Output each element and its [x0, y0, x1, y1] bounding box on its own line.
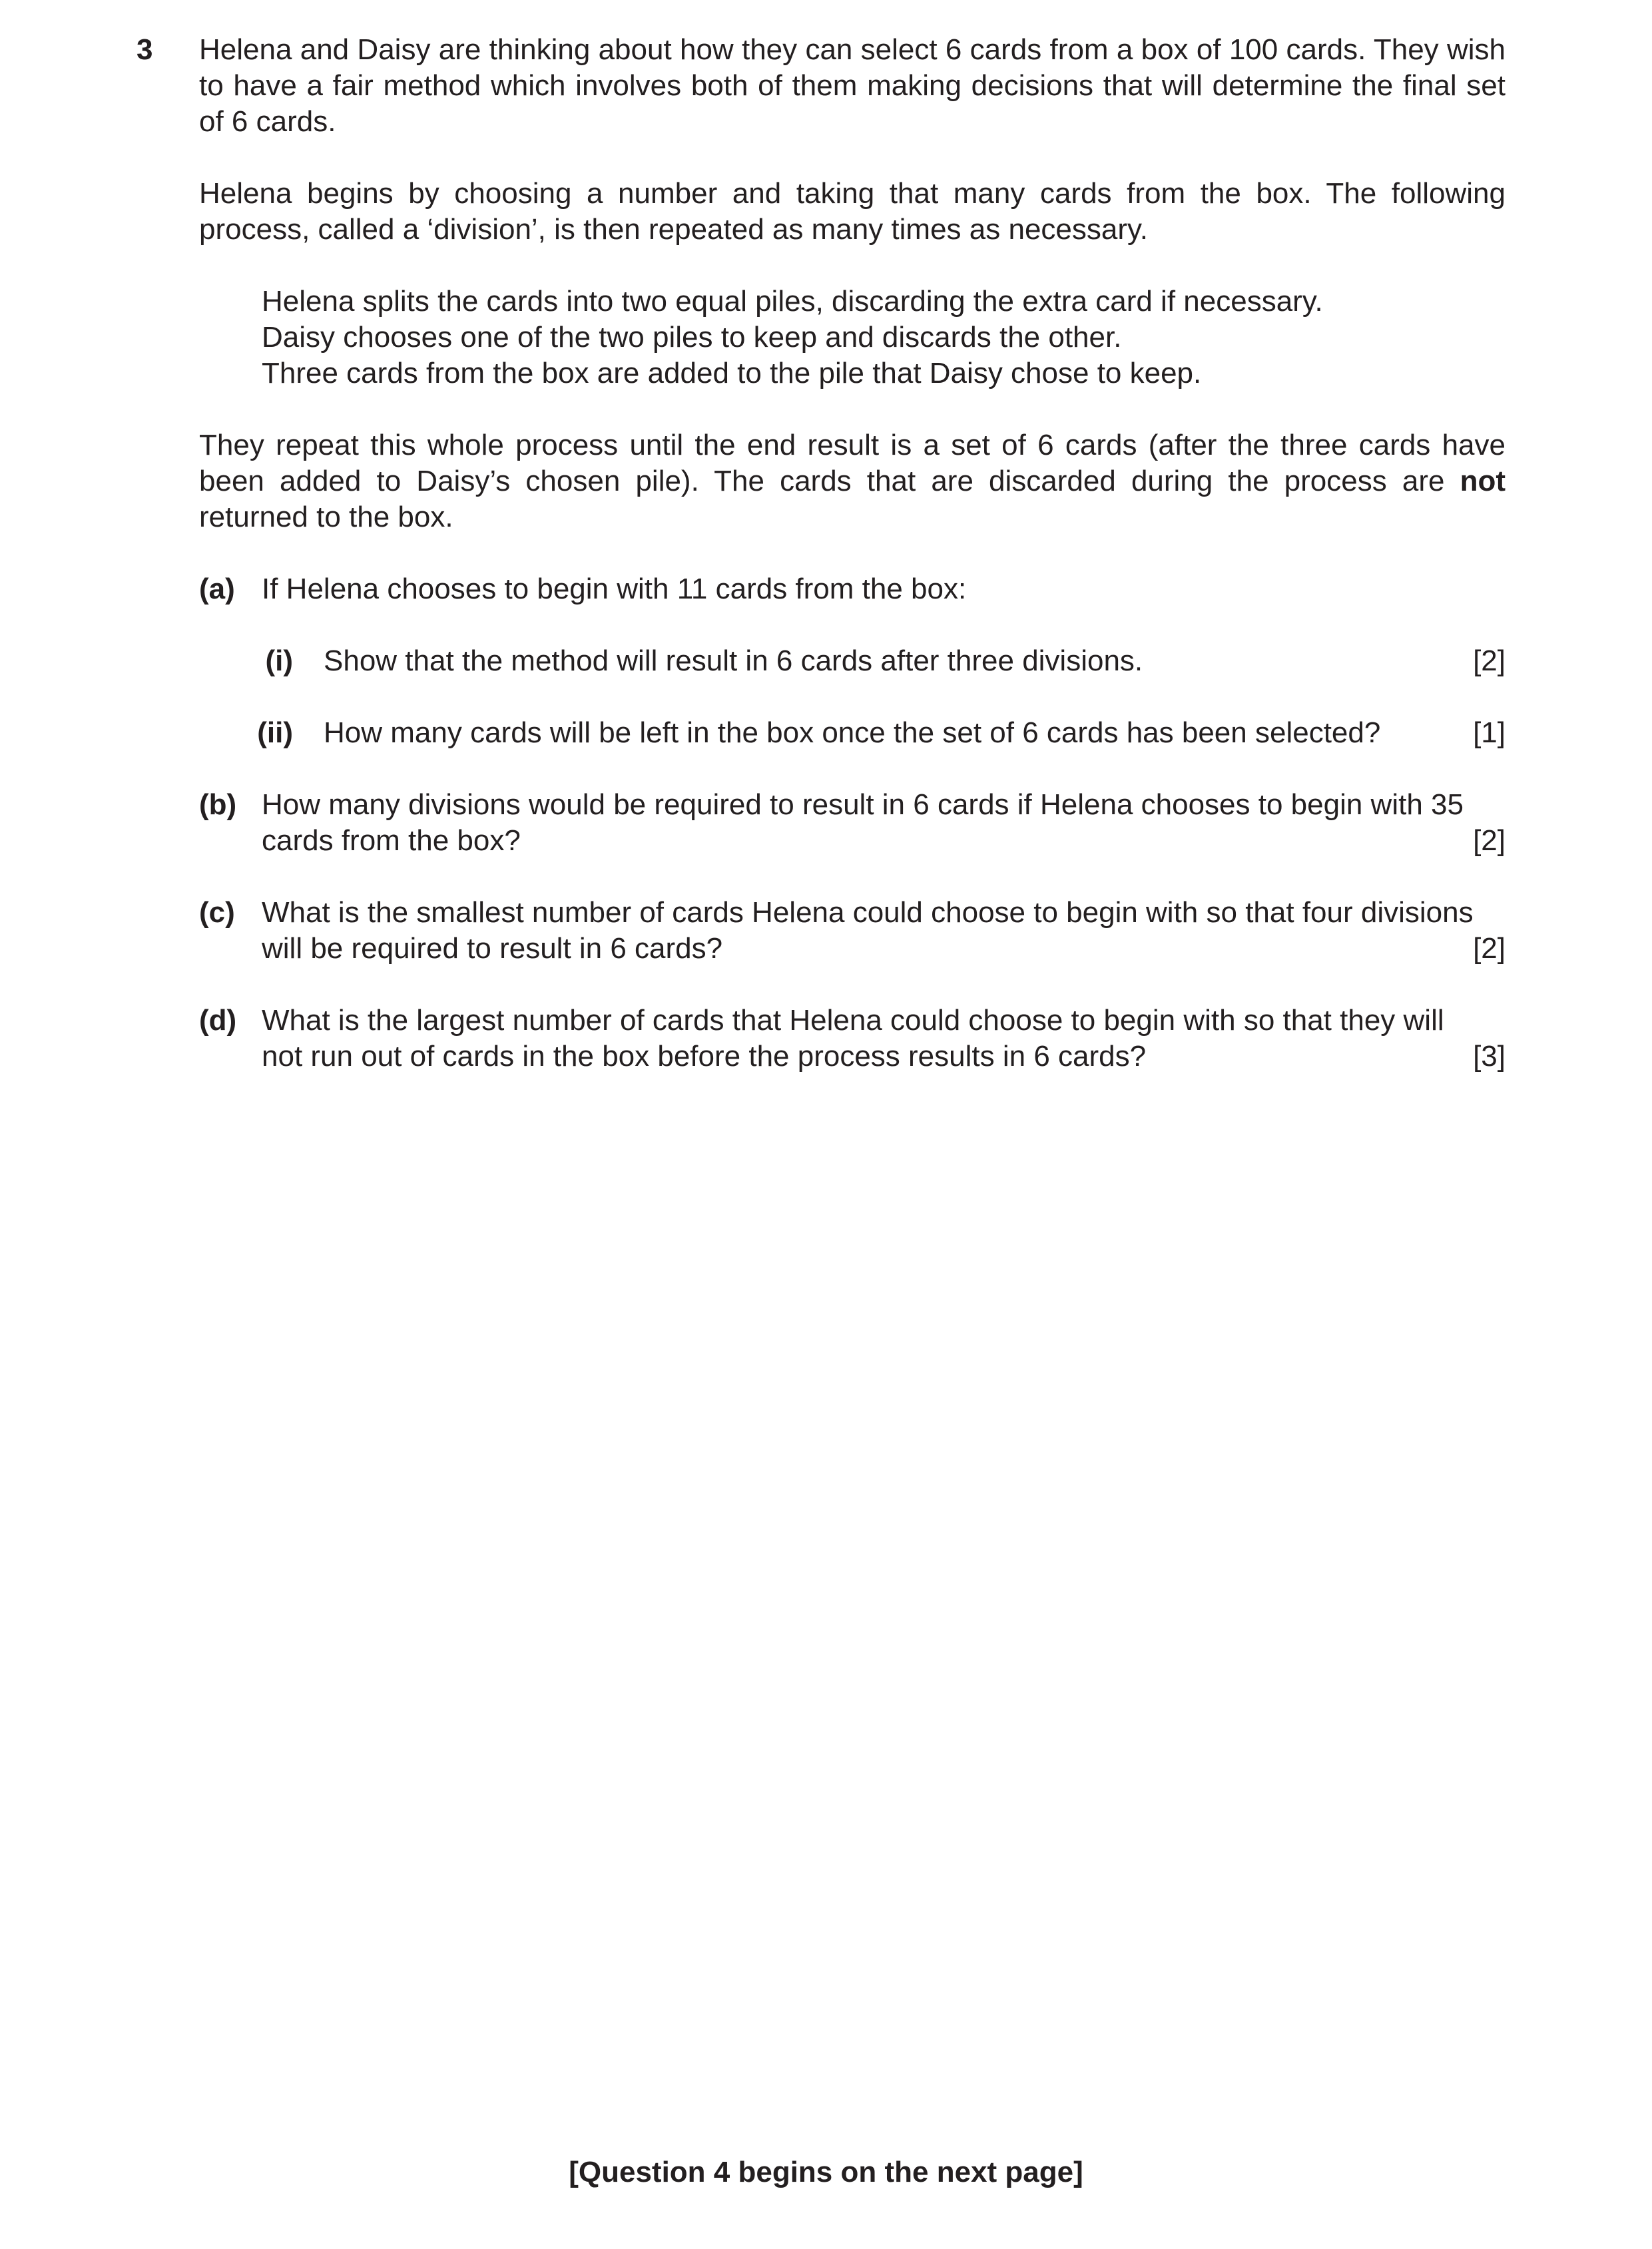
division-step: Three cards from the box are added to the pile that Daisy chose to keep. [262, 357, 1202, 389]
part-a-i-text: Show that the method will result in 6 cards after three divisions. [324, 644, 1143, 677]
part-c-label: (c) [199, 896, 235, 929]
question-intro: Helena and Daisy are thinking about how they can select 6 cards from a box of 100 cards. They wish to have a fair method which involves both of them making decisions that will determine the final set of 6 cards. [199, 33, 1506, 138]
repeat-text-after: returned to the box. [199, 501, 453, 533]
division-steps [262, 284, 1323, 391]
next-page-footer: [Question 4 begins on the next page] [569, 2156, 1083, 2188]
part-d-line1: What is the largest number of cards that Helena could choose to begin with so that they will [262, 1004, 1444, 1037]
division-step: Daisy chooses one of the two piles to keep and discards the other. [262, 321, 1122, 354]
part-b-line1: How many divisions would be required to result in 6 cards if Helena chooses to begin with 35 [262, 788, 1464, 821]
repeat-text-bold: not [1460, 465, 1506, 497]
part-b-marks: [2] [1473, 824, 1506, 857]
part-a-text: If Helena chooses to begin with 11 cards from the box: [262, 573, 967, 605]
part-d-label: (d) [199, 1004, 237, 1037]
part-d-marks: [3] [1473, 1040, 1506, 1073]
repeat-text-before: They repeat this whole process until the end result is a set of 6 cards (after the three cards have been added to Daisy’s chosen pile). The cards that are discarded during the process are [199, 429, 1506, 497]
part-a-i-marks: [2] [1473, 644, 1506, 677]
part-a-label: (a) [199, 573, 235, 605]
part-d-line2: not run out of cards in the box before the process results in 6 cards? [262, 1040, 1147, 1073]
part-c-line2: will be required to result in 6 cards? [262, 932, 723, 965]
part-b-line2: cards from the box? [262, 824, 521, 857]
repeat-paragraph [199, 427, 1506, 535]
part-c-marks: [2] [1473, 932, 1506, 965]
part-a-ii-label: (ii) [257, 716, 293, 749]
part-a-ii-text: How many cards will be left in the box once the set of 6 cards has been selected? [324, 716, 1381, 749]
division-step: Helena splits the cards into two equal piles, discarding the extra card if necessary. [262, 285, 1323, 318]
process-intro: Helena begins by choosing a number and taking that many cards from the box. The following process, called a ‘division’, is then repeated as many times as necessary. [199, 177, 1506, 246]
part-a-ii-marks: [1] [1473, 716, 1506, 749]
question-number: 3 [137, 33, 153, 66]
part-a-i-label: (i) [265, 644, 293, 677]
part-b-label: (b) [199, 788, 237, 821]
part-c-line1: What is the smallest number of cards Helena could choose to begin with so that four divisions [262, 896, 1474, 929]
